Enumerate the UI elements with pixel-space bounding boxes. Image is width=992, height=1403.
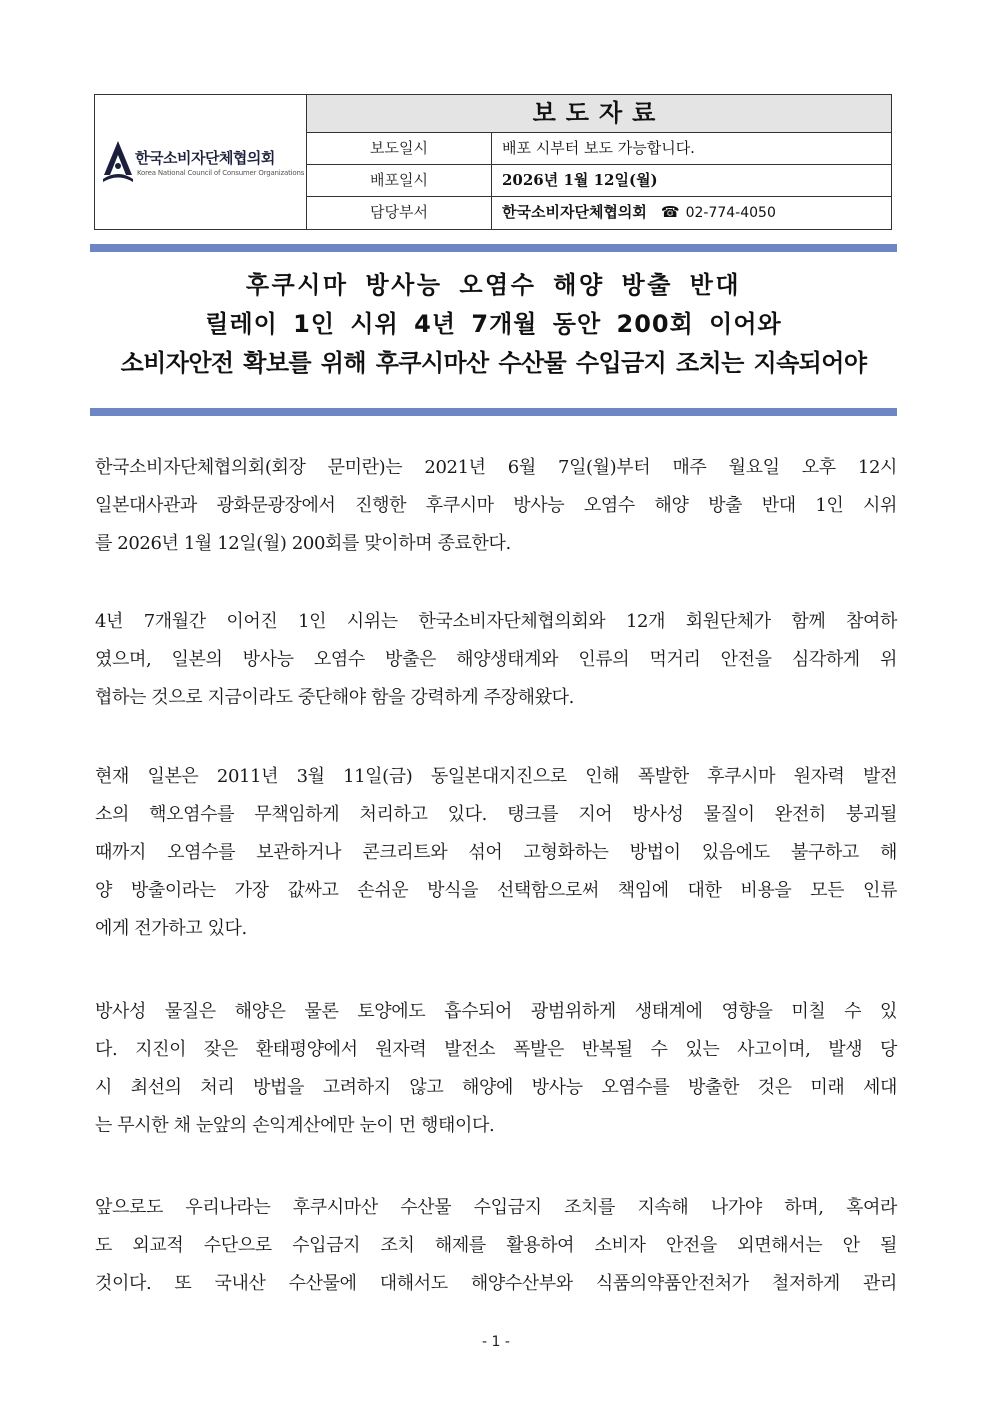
paragraph-line: 협하는 것으로 지금이라도 중단해야 함을 강력하게 주장해왔다. — [95, 687, 574, 708]
telephone-icon: ☎ — [660, 203, 680, 221]
info-row-label: 담당부서 — [307, 197, 492, 229]
headline-rule-bottom — [90, 408, 897, 416]
paragraph-line: 도 외교적 수단으로 수입금지 조치 해제를 활용하여 소비자 안전을 외면해서는 안 될 — [95, 1235, 897, 1256]
info-row-value — [502, 197, 776, 229]
paragraph-line: 소의 핵오염수를 무책임하게 처리하고 있다. 탱크를 지어 방사성 물질이 완전히 붕괴될 — [95, 804, 897, 825]
info-row-value: 2026년 1월 12일(월) — [502, 171, 658, 189]
page-number: - 1 - — [482, 1334, 510, 1350]
paragraph-line: 였으며, 일본의 방사능 오염수 방출은 해양생태계와 인류의 먹거리 안전을 심각하게 위 — [95, 649, 897, 670]
paragraph-line: 4년 7개월간 이어진 1인 시위는 한국소비자단체협의회와 12개 회원단체가 함께 참여하 — [95, 611, 897, 632]
info-row-department — [307, 197, 891, 229]
headline — [90, 266, 897, 383]
document-type-title: 보도자료 — [307, 95, 891, 133]
paragraph-line: 양 방출이라는 가장 값싸고 손쉬운 방식을 선택함으로써 책임에 대한 비용을 모든 인류 — [95, 880, 897, 901]
headline-line-1: 후쿠시마 방사능 오염수 해양 방출 반대 — [245, 271, 742, 299]
paragraph-line: 다. 지진이 잦은 환태평양에서 원자력 발전소 폭발은 반복될 수 있는 사고이며, 발생 당 — [95, 1039, 897, 1060]
paragraph-line: 현재 일본은 2011년 3월 11일(금) 동일본대지진으로 인해 폭발한 후쿠시마 원자력 발전 — [95, 766, 897, 787]
paragraph-line: 를 2026년 1월 12일(월) 200회를 맞이하며 종료한다. — [95, 533, 511, 554]
paragraph-line: 방사성 물질은 해양은 물론 토양에도 흡수되어 광범위하게 생태계에 영향을 미칠 수 있 — [95, 1001, 897, 1022]
info-row-release-time — [307, 133, 891, 165]
press-release-header-table — [94, 94, 892, 230]
paragraph-line: 것이다. 또 국내산 수산물에 대해서도 해양수산부와 식품의약품안전처가 철저하게 관리 — [95, 1273, 897, 1294]
phone-number: 02-774-4050 — [685, 205, 776, 221]
org-name-english: Korea National Council of Consumer Organizations — [137, 169, 305, 177]
paragraph-line: 때까지 오염수를 보관하거나 콘크리트와 섞어 고형화하는 방법이 있음에도 불구하고 해 — [95, 842, 897, 863]
paragraph-line: 한국소비자단체협의회(회장 문미란)는 2021년 6월 7일(월)부터 매주 월요일 오후 12시 — [95, 457, 897, 478]
paragraph-line: 에게 전가하고 있다. — [95, 918, 247, 939]
info-row-distribution-date — [307, 165, 891, 197]
info-row-label: 보도일시 — [307, 133, 492, 164]
info-row-label: 배포일시 — [307, 165, 492, 196]
logo-cell — [95, 95, 307, 229]
paragraph-3 — [95, 758, 897, 948]
department-name: 한국소비자단체협의회 — [502, 203, 647, 221]
paragraph-2 — [95, 603, 897, 717]
headline-line-3: 소비자안전 확보를 위해 후쿠시마산 수산물 수입금지 조치는 지속되어야 — [120, 349, 867, 377]
headline-line-2: 릴레이 1인 시위 4년 7개월 동안 200회 이어와 — [205, 310, 782, 338]
paragraph-line: 일본대사관과 광화문광장에서 진행한 후쿠시마 방사능 오염수 해양 방출 반대 1인 시위 — [95, 495, 897, 516]
paragraph-4 — [95, 993, 897, 1145]
headline-rule-top — [90, 244, 897, 252]
paragraph-line: 앞으로도 우리나라는 후쿠시마산 수산물 수입금지 조치를 지속해 나가야 하며, 혹여라 — [95, 1197, 897, 1218]
info-row-value: 배포 시부터 보도 가능합니다. — [502, 139, 695, 157]
org-name: 한국소비자단체협의회 — [135, 149, 275, 167]
paragraph-line: 시 최선의 처리 방법을 고려하지 않고 해양에 방사능 오염수를 방출한 것은 미래 세대 — [95, 1077, 897, 1098]
paragraph-1 — [95, 449, 897, 563]
org-logo-icon — [101, 139, 135, 183]
paragraph-5 — [95, 1189, 897, 1303]
paragraph-line: 는 무시한 채 눈앞의 손익계산에만 눈이 먼 행태이다. — [95, 1115, 495, 1136]
